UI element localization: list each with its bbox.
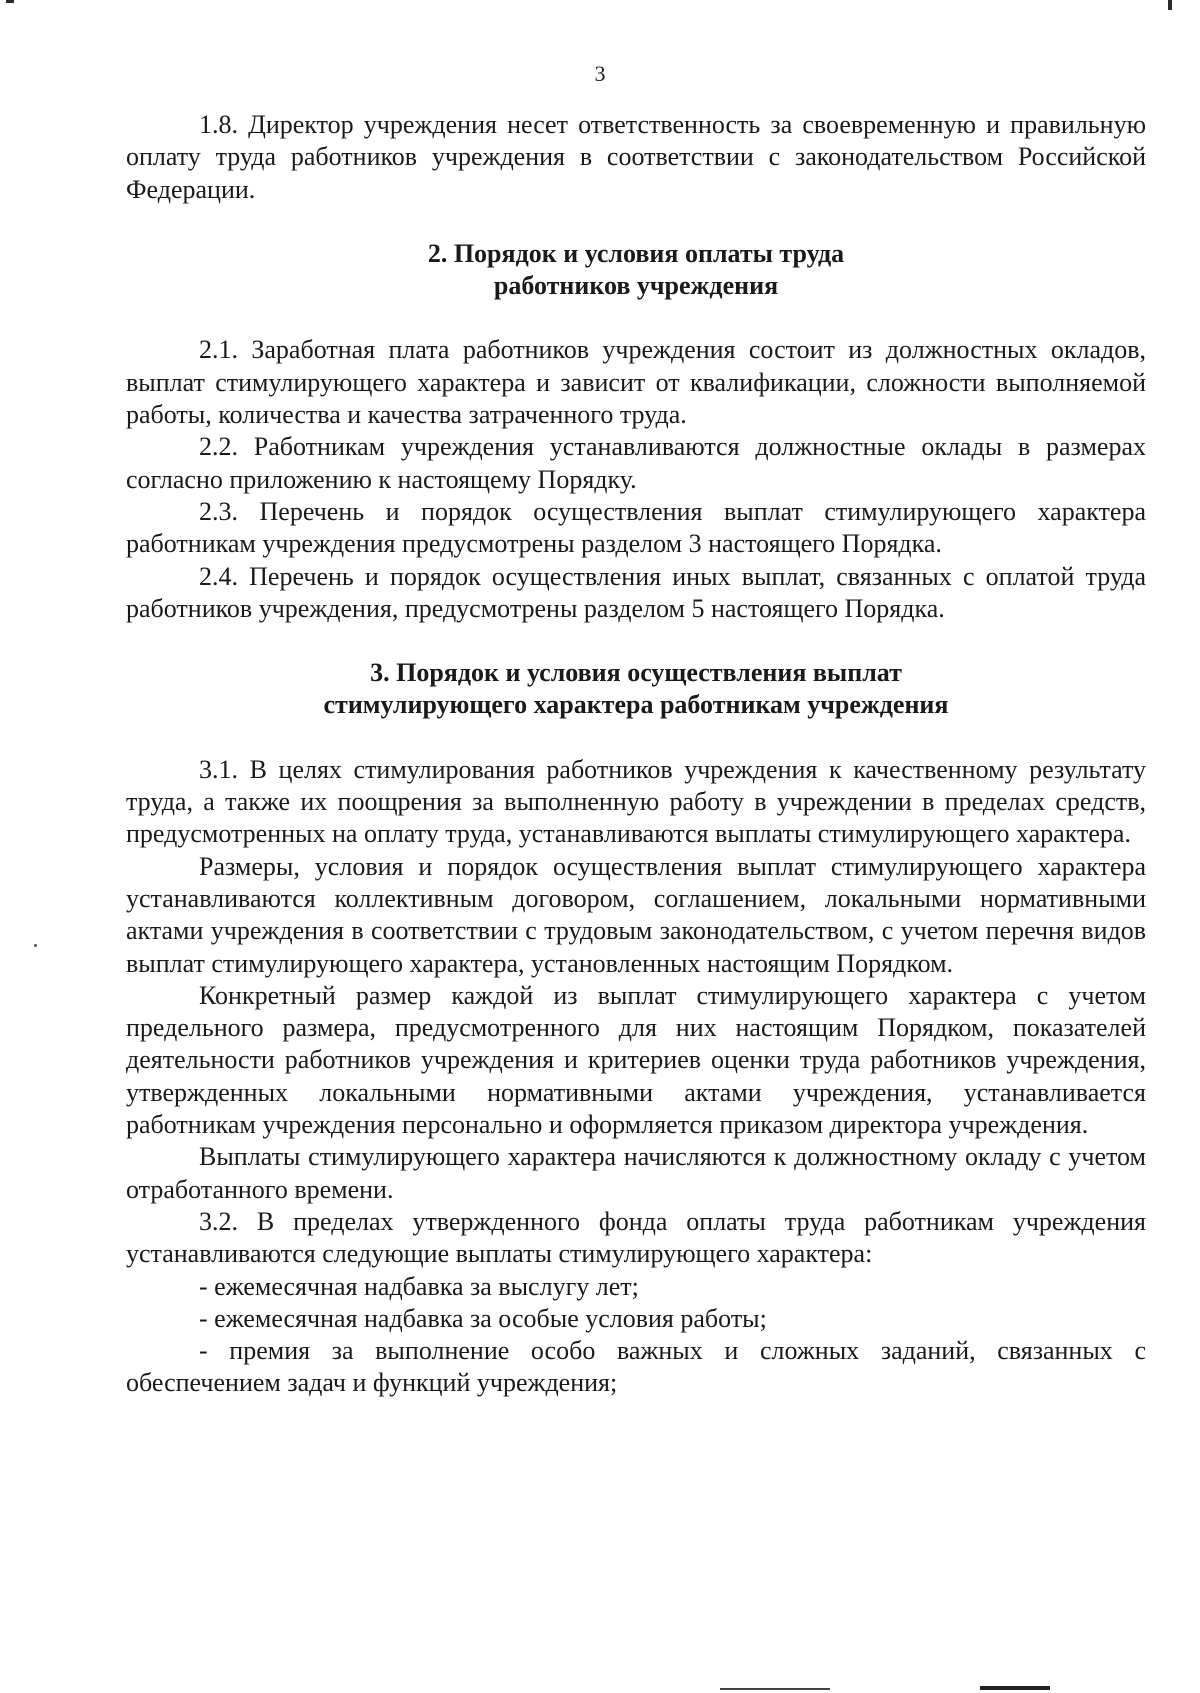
scan-dot-left: [34, 944, 37, 947]
paragraph-accrual: Выплаты стимулирующего характера начисляются к должностному окладу с учетом отработанного времени.: [126, 1142, 1146, 1204]
clause-1-8: 1.8. Директор учреждения несет ответственность за своевременную и правильную оплату труда работников учреждения в соответствии с законодательством Российской Федерации.: [126, 110, 1146, 204]
scan-artifact-bottom-line-2: [980, 1686, 1050, 1690]
section-3-heading: [126, 657, 1146, 722]
scan-artifact-top-right: [1168, 0, 1172, 10]
clause-3-1: 3.1. В целях стимулирования работников учреждения к качественному результату труда, а также их поощрения за выполненную работу в учреждении в пределах средств, предусмотренных на оплату труда, устанавливаются выплаты стимулирующего характера.: [126, 754, 1146, 849]
clause-2-4: 2.4. Перечень и порядок осуществления иных выплат, связанных с оплатой труда работников учреждения, предусмотрены разделом 5 настоящего Порядка.: [126, 561, 1146, 623]
clause-2-2: 2.2. Работникам учреждения устанавливаются должностные оклады в размерах согласно приложению к настоящему Порядку.: [126, 432, 1146, 494]
section-2-heading-line-1: 2. Порядок и условия оплаты труда: [427, 238, 845, 268]
clause-3-2: 3.2. В пределах утвержденного фонда оплаты труда работникам учреждения устанавливаются следующие выплаты стимулирующего характера:: [126, 1206, 1146, 1269]
section-3-heading-line-2: стимулирующего характера работникам учреждения: [323, 690, 949, 720]
list-item: - ежемесячная надбавка за выслугу лет;: [199, 1271, 639, 1301]
list-item: - премия за выполнение особо важных и сложных заданий, связанных с обеспечением задач и функций учреждения;: [126, 1336, 1146, 1398]
list-item: - ежемесячная надбавка за особые условия работы;: [199, 1303, 767, 1333]
paragraph-specific-amount: Конкретный размер каждой из выплат стимулирующего характера с учетом предельного размера, предусмотренного для них настоящим Порядком, показателей деятельности работников учреждения и критериев оценки труда работников учреждения, утвержденных локальными нормативными актами учреждения, устанавливается работникам учреждения персонально и оформляется приказом директора учреждения.: [126, 980, 1146, 1140]
section-2-heading: [126, 238, 1146, 303]
scan-artifact-bottom-line-1: [720, 1688, 830, 1690]
paragraph-sizes-conditions: Размеры, условия и порядок осуществления выплат стимулирующего характера устанавливаются коллективным договором, соглашением, локальными нормативными актами учреждения в соответствии с трудовым законодательством, с учетом перечня видов выплат стимулирующего характера, установленных настоящим Порядком.: [126, 851, 1146, 978]
section-3-heading-line-1: 3. Порядок и условия осуществления выплат: [370, 658, 902, 688]
clause-2-3: 2.3. Перечень и порядок осуществления выплат стимулирующего характера работникам учреждения предусмотрены разделом 3 настоящего Порядка.: [126, 496, 1146, 559]
clause-2-1: 2.1. Заработная плата работников учреждения состоит из должностных окладов, выплат стимулирующего характера и зависит от квалификации, сложности выполняемой работы, количества и качества затраченного труда.: [126, 335, 1146, 430]
page-number: 3: [594, 61, 606, 86]
scan-artifact-top-left: [6, 0, 14, 3]
document-body: [126, 109, 1146, 1400]
section-2-heading-line-2: работников учреждения: [493, 271, 779, 301]
